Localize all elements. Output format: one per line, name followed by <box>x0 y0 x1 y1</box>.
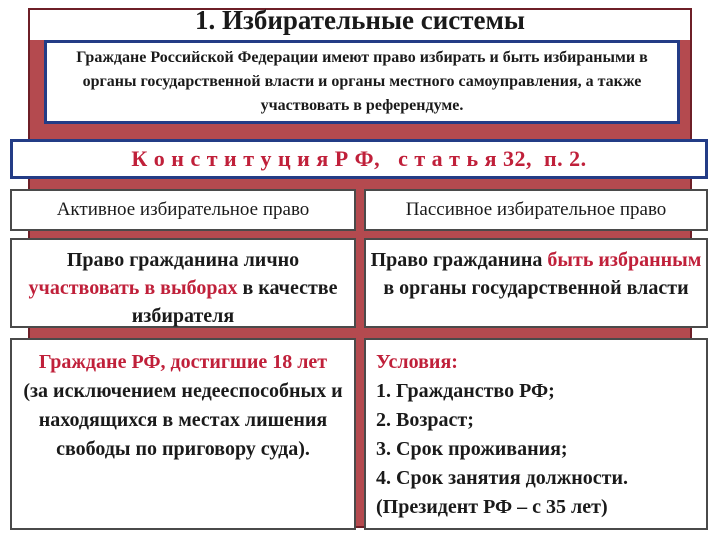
active-definition-box <box>10 238 356 328</box>
intro-text: Граждане Российской Федерации имеют право избирать и быть избираными в органы государственной власти и органы местного самоуправления, а также участвовать в референдуме. <box>76 49 648 114</box>
active-conditions-box <box>10 338 356 530</box>
conditions-title: Условия: <box>376 351 458 373</box>
active-conditions <box>12 340 354 464</box>
conditions-list <box>376 377 706 493</box>
citation-text: К о н с т и т у ц и я Р Ф, с т а т ь я 32, п. 2. <box>131 146 587 171</box>
passive-definition-box <box>364 238 708 328</box>
active-right-header: Активное избирательное право <box>56 199 310 220</box>
active-definition-highlight: участвовать в выборах <box>28 277 238 299</box>
condition-item: 4. Срок занятия должности. <box>376 467 628 489</box>
passive-conditions-box <box>364 338 708 530</box>
president-note: (Президент РФ – с 35 лет) <box>376 496 608 518</box>
passive-definition <box>366 240 706 302</box>
passive-definition-suffix: в органы государственной власти <box>383 277 689 299</box>
slide-title: 1. Избирательные системы <box>194 5 525 35</box>
passive-definition-prefix: Право гражданина <box>370 249 543 271</box>
active-right-header-box <box>10 189 356 231</box>
active-definition-prefix: Право гражданина лично <box>66 249 300 271</box>
condition-item: 2. Возраст; <box>376 409 474 431</box>
condition-item: 1. Гражданство РФ; <box>376 380 555 402</box>
condition-item: 3. Срок проживания; <box>376 438 568 460</box>
passive-right-header: Пассивное избирательное право <box>405 199 667 220</box>
passive-conditions <box>366 340 706 522</box>
active-definition-suffix: в качестве избирателя <box>131 277 338 327</box>
active-definition <box>12 240 354 330</box>
passive-right-header-box <box>364 189 708 231</box>
constitution-citation <box>10 139 708 179</box>
intro-text-box <box>44 40 680 124</box>
passive-definition-highlight: быть избранным <box>547 249 702 271</box>
active-condition-rest: (за исключением недееспособных и находящихся в местах лишения свободы по приговору суда). <box>23 380 343 460</box>
active-condition-highlight: Граждане РФ, достигшие 18 лет <box>38 351 328 373</box>
